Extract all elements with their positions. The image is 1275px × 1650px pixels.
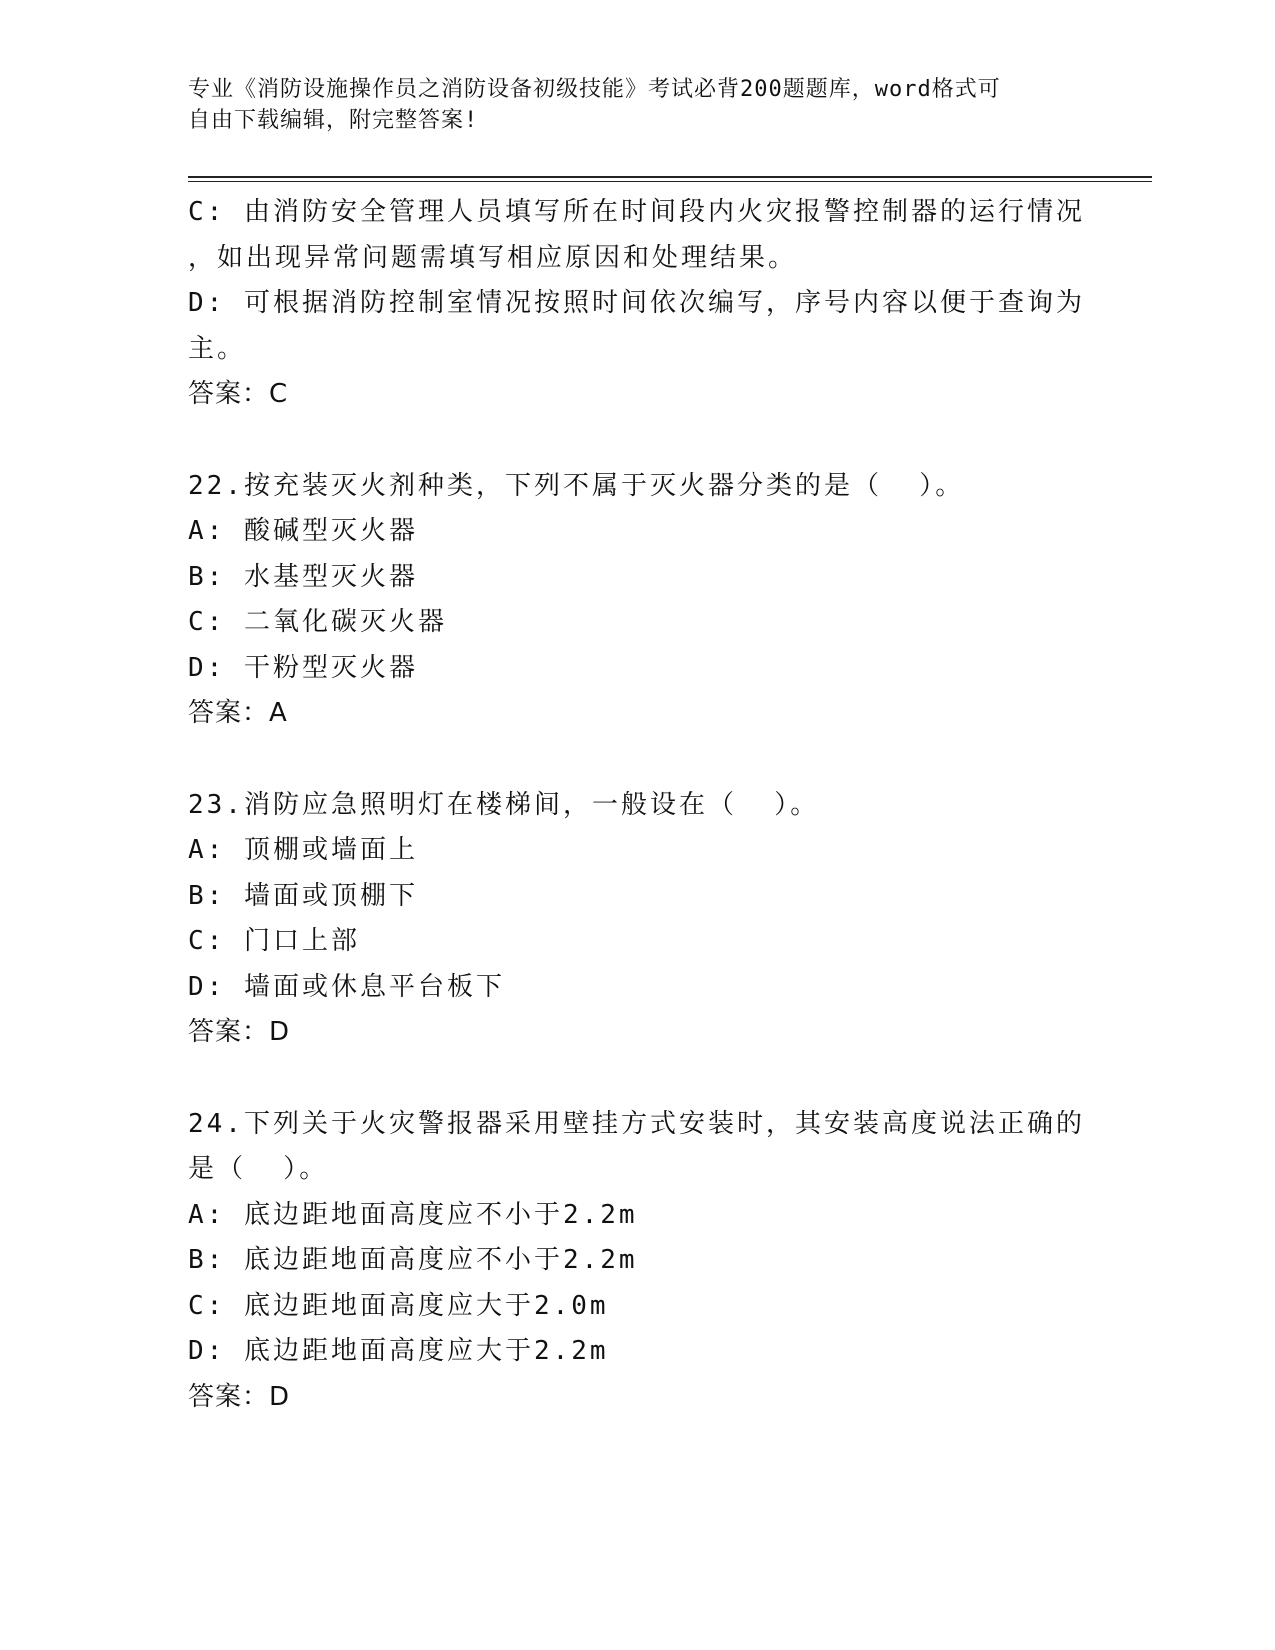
option-d: D: 干粉型灭火器 bbox=[188, 652, 418, 683]
option-b: B: 墙面或顶棚下 bbox=[188, 880, 418, 911]
header-divider-thin bbox=[188, 181, 1152, 182]
header-line-2: 自由下载编辑，附完整答案! bbox=[188, 108, 479, 133]
question-24 bbox=[188, 1102, 1088, 1421]
option-c: C: 底边距地面高度应大于2.0m bbox=[188, 1290, 609, 1321]
answer-24: 答案：D bbox=[188, 1381, 291, 1412]
answer-23: 答案：D bbox=[188, 1017, 291, 1047]
option-d-line-1: D: 可根据消防控制室情况按照时间依次编写，序号内容以便于查询为 bbox=[188, 288, 1085, 318]
question-21-continued bbox=[188, 190, 1088, 418]
header-line-1: 专业《消防设施操作员之消防设备初级技能》考试必背200题题库，word格式可 bbox=[188, 77, 1001, 102]
option-d-line-2: 主。 bbox=[188, 333, 247, 364]
option-b: B: 水基型灭火器 bbox=[188, 561, 418, 592]
question-23 bbox=[188, 783, 1088, 1056]
option-c-line-2: ，如出现异常问题需填写相应原因和处理结果。 bbox=[188, 242, 798, 273]
option-b: B: 底边距地面高度应不小于2.2m bbox=[188, 1245, 638, 1275]
answer-21: 答案：C bbox=[188, 379, 289, 409]
spacer bbox=[188, 1056, 1088, 1102]
option-c: C: 门口上部 bbox=[188, 926, 360, 956]
option-d: D: 墙面或休息平台板下 bbox=[188, 971, 505, 1002]
question-stem: 22.按充装灭火剂种类，下列不属于灭火器分类的是（ ）。 bbox=[188, 470, 965, 501]
question-stem-line-1: 24.下列关于火灾警报器采用壁挂方式安装时，其安装高度说法正确的 bbox=[188, 1108, 1085, 1139]
spacer bbox=[188, 737, 1088, 783]
option-c-line-1: C: 由消防安全管理人员填写所在时间段内火灾报警控制器的运行情况 bbox=[188, 197, 1085, 227]
question-stem-line-2: 是（ ）。 bbox=[188, 1154, 329, 1184]
question-22 bbox=[188, 464, 1088, 737]
spacer bbox=[188, 418, 1088, 464]
question-stem: 23.消防应急照明灯在楼梯间，一般设在（ ）。 bbox=[188, 789, 820, 820]
option-a: A: 底边距地面高度应不小于2.2m bbox=[188, 1199, 638, 1230]
option-a: A: 酸碱型灭火器 bbox=[188, 516, 418, 546]
header-divider-thick bbox=[188, 176, 1152, 178]
option-a: A: 顶棚或墙面上 bbox=[188, 835, 418, 865]
question-content bbox=[188, 190, 1088, 1420]
answer-22: 答案：A bbox=[188, 698, 288, 728]
option-c: C: 二氧化碳灭火器 bbox=[188, 607, 447, 637]
document-header bbox=[188, 74, 1068, 136]
option-d: D: 底边距地面高度应大于2.2m bbox=[188, 1336, 609, 1366]
